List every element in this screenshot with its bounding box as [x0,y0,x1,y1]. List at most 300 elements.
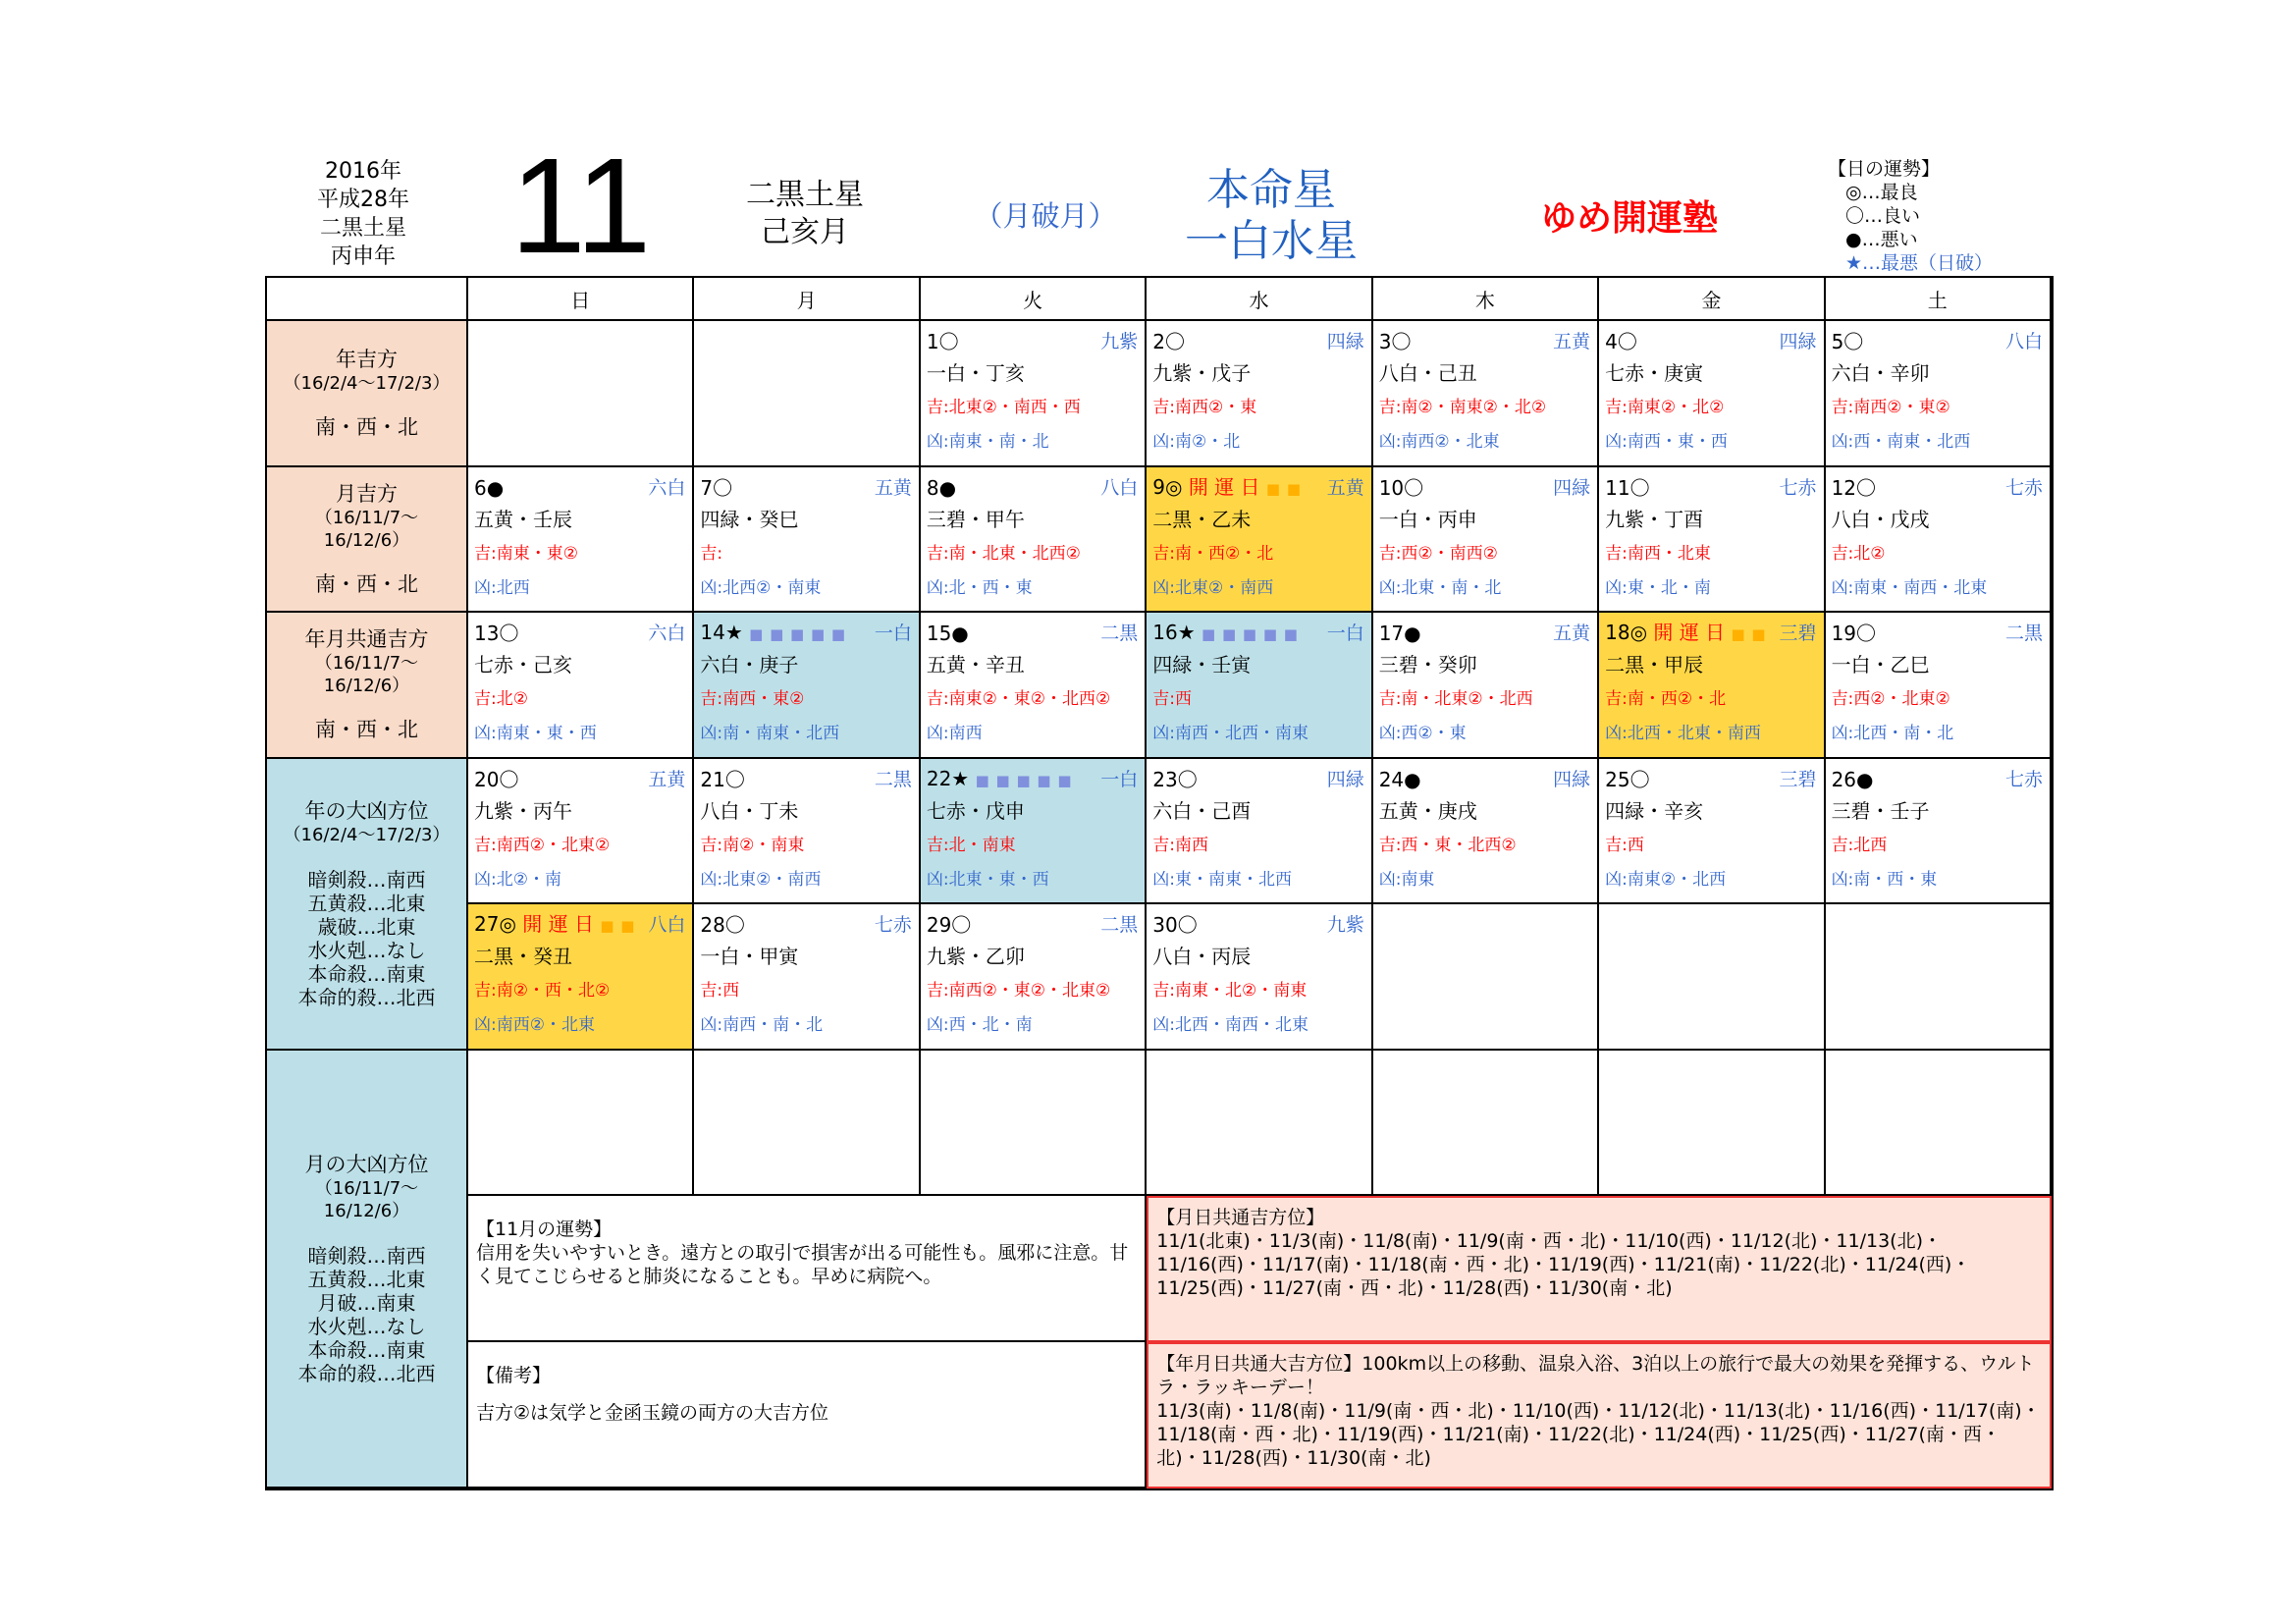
day-star: 九紫 [1100,331,1139,352]
day-number: 18 [1605,621,1630,644]
day-number-group [927,767,1073,792]
sidebar-title: 月吉方 [336,481,398,506]
sidebar-directions: 南・西・北 [315,571,418,596]
day-header [1152,473,1363,503]
day-bad-directions: 凶:東・北・南 [1605,577,1711,598]
day-number: 10 [1378,475,1405,500]
day-number-group [1379,622,1421,645]
day-kanshi: 四緑・壬寅 [1152,653,1252,677]
day-good-directions: 吉:北東②・南西・西 [926,398,1081,417]
day-bad-directions: 凶:東・南東・北西 [1152,869,1293,890]
kaiun-day-label: 開 運 日 [1188,474,1260,499]
day-fortune-mark: 〇 [1404,475,1424,500]
empty-day [1599,904,1825,1051]
day-cell[interactable] [1599,759,1825,905]
day-kanshi: 三碧・甲午 [926,507,1025,531]
day-cell[interactable] [1599,613,1825,759]
day-star: 四緑 [1553,476,1591,499]
year-line: 二黒土星 [319,216,406,241]
day-number: 29 [926,913,952,937]
sidebar-range: 16/12/6） [323,1200,410,1221]
day-number: 17 [1378,622,1405,645]
geppa-label: （月破月） [974,199,1117,233]
day-good-directions: 吉:南西②・北東② [474,835,611,855]
day-header [1605,473,1816,503]
day-square-markers: ■ ■ [1265,479,1303,498]
sidebar-items [298,1244,436,1385]
sidebar-section [267,613,468,759]
empty-day [694,321,920,467]
day-cell[interactable] [921,321,1147,467]
day-star: 七赤 [2004,476,2043,499]
day-number: 14 [700,621,725,644]
day-kanshi: 九紫・丁酉 [1605,507,1704,531]
day-fortune-mark: 〇 [1629,767,1650,791]
day-good-directions: 吉:北② [1831,543,1886,564]
sidebar-directions: 南・西・北 [315,414,418,439]
sidebar-item: 五黄殺…北東 [307,891,426,915]
day-kanshi: 一白・甲寅 [700,945,799,968]
day-number-group [1379,330,1412,353]
day-kanshi: 二黒・癸丑 [474,945,572,968]
month-star [712,177,898,251]
honmei-star [1139,165,1404,267]
weekday-header: 木 [1373,278,1599,321]
day-bad-directions: 凶:南西・東・西 [1605,432,1728,452]
day-bad-directions: 凶:西・南東・北西 [1831,432,1971,452]
day-number: 12 [1831,475,1857,500]
sidebar-item: 歳破…北東 [317,914,416,939]
weekday-header: 水 [1147,278,1372,321]
day-number-group [1605,330,1637,353]
day-cell[interactable] [1147,321,1372,467]
day-header [927,327,1138,356]
day-square-markers: ■ ■ ■ ■ ■ [1201,625,1299,643]
day-good-directions: 吉:南・西②・北 [1605,689,1727,709]
sidebar-title: 年の大凶方位 [304,798,429,823]
honmei-line: 本命星 [1206,165,1336,215]
day-cell[interactable] [694,613,920,759]
day-header [1152,619,1363,648]
day-bad-directions: 凶:南②・北 [1152,432,1241,452]
day-number: 6 [474,475,487,500]
day-bad-directions: 凶:南・南東・北西 [700,724,840,743]
sidebar-section [267,1051,468,1489]
sidebar-item: 水火剋…なし [307,1314,426,1338]
day-good-directions: 吉:南西②・東② [1831,398,1950,417]
sidebar-item: 月破…南東 [317,1290,416,1315]
sidebar-section [267,321,468,467]
day-kanshi: 五黄・庚戌 [1378,798,1477,823]
day-fortune-mark: ★ [1177,621,1196,644]
day-fortune-mark: 〇 [1843,330,1864,353]
day-star: 五黄 [874,476,912,499]
day-good-directions: 吉:南東②・東②・北西② [926,689,1111,709]
day-bad-directions: 凶:南西②・北東 [474,1015,595,1035]
sidebar-title: 年吉方 [336,347,398,371]
day-good-directions: 吉:西 [1605,835,1644,855]
day-number-group [1832,768,1874,791]
day-star: 七赤 [2004,768,2043,790]
sidebar-item: 水火剋…なし [307,938,426,962]
day-square-markers: ■ ■ [1731,625,1767,643]
day-number: 23 [1152,767,1178,791]
day-number-group [1152,913,1197,937]
day-good-directions: 吉:南・北東②・北西 [1378,689,1533,709]
remarks-text: 吉方②は気学と金函玉鏡の両方の大吉方位 [476,1402,829,1424]
day-kanshi: 三碧・壬子 [1831,798,1930,823]
day-cell[interactable] [694,759,920,905]
sidebar-items [298,868,436,1009]
honmei-line: 一白水星 [1185,216,1358,266]
day-fortune-mark: ● [1404,767,1421,791]
legend-item: ●…悪い [1845,229,1918,250]
day-star: 六白 [648,623,686,644]
day-cell[interactable] [694,467,920,614]
day-star: 七赤 [1779,476,1817,499]
day-number-group [474,622,518,645]
day-bad-directions: 凶:北東②・南西 [1152,577,1274,598]
day-cell[interactable] [468,467,694,614]
day-header [1152,327,1363,356]
day-fortune-mark: 〇 [499,767,519,791]
day-good-directions: 吉:南②・西・北② [474,981,611,1001]
sidebar-range: （16/2/4～17/2/3） [283,824,451,845]
day-good-directions: 吉:南東②・北② [1605,398,1725,417]
day-star: 四緑 [1553,768,1591,790]
day-square-markers: ■ ■ [600,917,636,935]
day-bad-directions: 凶:北西・北東・南西 [1605,724,1761,743]
day-fortune-mark: ★ [724,621,743,644]
day-header [474,473,685,503]
day-cell[interactable] [1826,759,2052,905]
day-bad-directions: 凶:北②・南 [474,869,561,890]
day-kanshi: 七赤・戊申 [926,798,1025,823]
day-star: 二黒 [874,768,912,790]
day-cell[interactable] [921,759,1147,905]
remarks-box [468,1342,1147,1489]
day-star: 一白 [1326,623,1364,644]
day-bad-directions: 凶:南東②・北西 [1605,869,1727,890]
sidebar-item: 本命的殺…北西 [297,1361,436,1385]
month-star-line: 己亥月 [761,215,849,249]
month-day-lucky-box [1147,1196,2052,1342]
day-header [700,473,911,503]
month-day-lucky-text: 11/1(北東)・11/3(南)・11/8(南)・11/9(南・西・北)・11/10(西)・11/12(北)・11/13(北)・11/16(西)・11/17(南)・11/18(南・西・北)・11/19(西)・11/21(南)・11/22(北)・11/24(西)・11/25(西)・11/27(南・西・北)・11/28(西)・11/30(南・北) [1156,1230,1971,1299]
legend-items [1828,181,1993,275]
day-cell[interactable] [1373,759,1599,905]
day-kanshi: 六白・庚子 [700,653,799,677]
day-good-directions: 吉:南東・東② [474,543,578,564]
day-header [700,765,911,794]
year-line: 2016年 [325,159,401,184]
day-number: 1 [926,330,939,353]
day-good-directions: 吉:南・北東・北西② [926,543,1081,564]
day-fortune-mark: 〇 [951,913,972,937]
day-cell[interactable] [468,904,694,1051]
day-number: 5 [1831,330,1844,353]
day-good-directions: 吉:西・東・北西② [1378,835,1517,855]
day-star: 九紫 [1326,914,1364,936]
day-header [1832,327,2043,356]
day-kanshi: 六白・己酉 [1152,798,1252,823]
day-good-directions: 吉:西 [700,981,740,1001]
day-cell[interactable] [1373,613,1599,759]
day-number-group [1832,330,1864,353]
day-number-group [927,330,959,353]
empty-day [468,321,694,467]
day-number-group [474,912,635,938]
sidebar-item: 本命殺…南東 [307,961,426,986]
remarks-title: 【備考】 [476,1365,552,1386]
day-fortune-mark: ● [1856,767,1874,791]
empty-day [1826,1051,2052,1197]
empty-day [1373,904,1599,1051]
corner-cell [267,278,468,321]
day-fortune-mark: 〇 [938,330,959,353]
day-fortune-mark: ◎ [1629,621,1648,644]
legend-item: 〇…良い [1845,205,1921,227]
day-good-directions: 吉:南西②・東②・北東② [926,981,1111,1001]
day-good-directions: 吉:北・南東 [926,835,1016,855]
weekday-header: 月 [694,278,920,321]
day-kanshi: 二黒・甲辰 [1605,653,1704,677]
day-number-group [474,768,518,791]
day-good-directions: 吉:南②・南東②・北② [1378,398,1547,417]
day-fortune-mark: 〇 [1165,330,1186,353]
day-cell[interactable] [1147,759,1372,905]
sidebar-item: 暗剣殺…南西 [307,867,426,892]
day-fortune-mark: 〇 [1629,475,1650,500]
great-lucky-text: 11/3(南)・11/8(南)・11/9(南・西・北)・11/10(西)・11/12(北)・11/13(北)・11/16(西)・11/17(南)・11/18(南・西・北)・11/19(西)・11/21(南)・11/22(北)・11/24(西)・11/25(西)・11/27(南・西・北)・11/28(西)・11/30(南・北) [1156,1400,2041,1469]
day-fortune-mark: ◎ [1165,474,1183,499]
day-bad-directions: 凶:南・西・東 [1831,869,1938,890]
day-header [1832,619,2043,648]
day-good-directions: 吉:南西 [1152,835,1209,855]
day-header [927,910,1138,940]
day-number: 9 [1152,474,1166,499]
year-info [294,157,432,271]
day-cell[interactable] [1147,904,1372,1051]
day-bad-directions: 凶:北西 [474,577,530,598]
day-cell[interactable] [1599,321,1825,467]
day-number-group [1605,476,1649,500]
sidebar-item: 本命殺…南東 [307,1337,426,1362]
great-lucky-title: 【年月日共通大吉方位】 [1156,1353,1362,1375]
day-bad-directions: 凶:南西・南・北 [700,1015,824,1035]
day-bad-directions: 凶:南西・北西・南東 [1152,724,1309,743]
day-kanshi: 四緑・辛亥 [1605,798,1704,823]
day-fortune-mark: 〇 [724,913,745,937]
day-kanshi: 一白・丁亥 [926,361,1025,385]
day-good-directions: 吉:西②・南西② [1378,543,1498,564]
day-number-group [1832,476,1876,500]
day-cell[interactable] [1826,467,2052,614]
day-number-group [1152,768,1197,791]
day-header [474,765,685,794]
day-bad-directions: 凶:西②・東 [1378,724,1467,743]
spacer [476,1350,1137,1364]
day-kanshi: 九紫・乙卯 [926,945,1025,968]
day-number: 22 [926,766,952,790]
day-kanshi: 九紫・丙午 [474,798,572,823]
legend-item: ◎…最良 [1845,182,1918,203]
day-fortune-mark: 〇 [1177,767,1198,791]
day-bad-directions: 凶:南西 [926,724,983,743]
day-fortune-mark: 〇 [1856,622,1877,645]
day-header [1832,765,2043,794]
day-cell[interactable] [1147,613,1372,759]
day-star: 八白 [2004,331,2043,352]
day-bad-directions: 凶:北東・東・西 [926,869,1049,890]
day-number-group [1152,475,1302,501]
day-good-directions: 吉:南東・北②・南東 [1152,981,1308,1001]
day-number: 7 [700,475,714,500]
sidebar-item: 本命的殺…北西 [297,985,436,1009]
day-kanshi: 八白・戊戌 [1831,507,1930,531]
empty-day [1373,1051,1599,1197]
day-number: 19 [1831,622,1857,645]
day-good-directions: 吉: [700,543,723,564]
legend-title: 【日の運勢】 [1828,158,1941,180]
day-number-group [1152,330,1185,353]
day-number: 8 [926,475,939,500]
day-header [1379,619,1590,648]
sidebar-range: （16/11/7～ [314,507,419,528]
great-lucky-box [1147,1342,2052,1489]
calendar-grid [265,276,2054,1490]
day-header [927,765,1138,794]
day-header [700,619,911,648]
day-cell[interactable] [1373,467,1599,614]
month-day-lucky-title: 【月日共通吉方位】 [1156,1207,1325,1228]
sidebar-range: （16/2/4～17/2/3） [283,372,451,394]
day-kanshi: 一白・丙申 [1378,507,1477,531]
day-number-group [927,913,971,937]
day-cell[interactable] [921,904,1147,1051]
day-bad-directions: 凶:南西②・北東 [1378,432,1500,452]
month-fortune-box [468,1196,1147,1342]
day-number-group [1832,622,1876,645]
day-number-group [700,913,744,937]
day-number-group [927,476,956,500]
weekday-header: 火 [921,278,1147,321]
kaiun-day-label: 開 運 日 [522,912,594,936]
day-number: 13 [474,622,500,645]
legend-item: ★…最悪（日破） [1845,252,1994,274]
day-good-directions: 吉:南②・南東 [700,835,805,855]
day-star: 五黄 [648,768,686,790]
day-cell[interactable] [1147,467,1372,614]
day-cell[interactable] [468,613,694,759]
day-kanshi: 五黄・辛丑 [926,653,1025,677]
day-cell[interactable] [1826,613,2052,759]
day-kanshi: 一白・乙巳 [1831,653,1930,677]
day-number: 4 [1605,330,1618,353]
day-header [1152,910,1363,940]
day-star: 三碧 [1779,623,1817,644]
day-cell[interactable] [1826,321,2052,467]
day-star: 五黄 [1553,331,1591,352]
day-fortune-mark: 〇 [1856,475,1877,500]
sidebar-title: 月の大凶方位 [304,1152,429,1176]
sidebar-range: （16/11/7～ [314,1177,419,1199]
day-fortune-mark: 〇 [724,767,745,791]
weekday-header: 日 [468,278,694,321]
empty-day [1826,904,2052,1051]
day-good-directions: 吉:南西・東② [700,689,805,709]
day-good-directions: 吉:北② [474,689,528,709]
day-star: 五黄 [1553,623,1591,644]
day-fortune-mark: 〇 [1617,330,1637,353]
day-number: 11 [1605,475,1630,500]
day-header [1152,765,1363,794]
kaiun-day-label: 開 運 日 [1653,621,1726,644]
day-star: 四緑 [1779,331,1817,352]
day-kanshi: 三碧・癸卯 [1378,653,1477,677]
day-cell[interactable] [468,759,694,905]
day-header [1379,327,1590,356]
day-good-directions: 吉:西②・北東② [1831,689,1950,709]
day-bad-directions: 凶:北西・南西・北東 [1152,1015,1309,1035]
day-cell[interactable] [921,613,1147,759]
day-kanshi: 五黄・壬辰 [474,507,572,531]
day-number-group [1605,621,1766,646]
day-good-directions: 吉:南西②・東 [1152,398,1257,417]
day-square-markers: ■ ■ ■ ■ ■ [975,771,1073,789]
day-star: 一白 [1100,768,1139,790]
day-number: 2 [1152,330,1166,353]
day-number-group [474,476,504,500]
day-fortune-mark: ◎ [499,912,516,936]
day-header [1832,473,2043,503]
day-star: 二黒 [1100,623,1139,644]
day-fortune-mark: 〇 [499,622,519,645]
day-bad-directions: 凶:北・西・東 [926,577,1033,598]
day-star: 二黒 [1100,914,1139,936]
day-cell[interactable] [921,467,1147,614]
sidebar-range: （16/11/7～ [314,653,419,675]
sidebar-range: 16/12/6） [323,676,410,697]
day-star: 六白 [648,476,686,499]
day-bad-directions: 凶:北東・南・北 [1378,577,1502,598]
day-number-group [1379,476,1423,500]
day-bad-directions: 凶:北東②・南西 [700,869,822,890]
day-kanshi: 七赤・庚寅 [1605,361,1704,385]
day-fortune-mark: ● [1404,622,1421,645]
day-header [1605,619,1816,648]
day-number: 21 [700,767,725,791]
day-bad-directions: 凶:南東 [1378,869,1435,890]
fortune-legend [1828,157,1993,275]
day-cell[interactable] [694,904,920,1051]
day-number: 30 [1152,913,1178,937]
day-bad-directions: 凶:南東・南・北 [926,432,1049,452]
day-kanshi: 八白・己丑 [1378,361,1477,385]
spacer [476,1387,1137,1401]
day-good-directions: 吉:南・西②・北 [1152,543,1274,564]
day-star: 一白 [874,623,912,644]
day-cell[interactable] [1373,321,1599,467]
day-cell[interactable] [1599,467,1825,614]
empty-day [468,1051,694,1197]
month-fortune-text: 信用を失いやすいとき。遠方との取引で損害が出る可能性も。風邪に注意。甘く見てこじらせると肺炎になることも。早めに病院へ。 [476,1242,1129,1287]
day-kanshi: 八白・丁未 [700,798,799,823]
sidebar-title: 年月共通吉方 [304,627,429,652]
sidebar-item: 暗剣殺…南西 [307,1243,426,1268]
month-star-line: 二黒土星 [746,178,864,212]
year-line: 丙申年 [330,244,396,269]
